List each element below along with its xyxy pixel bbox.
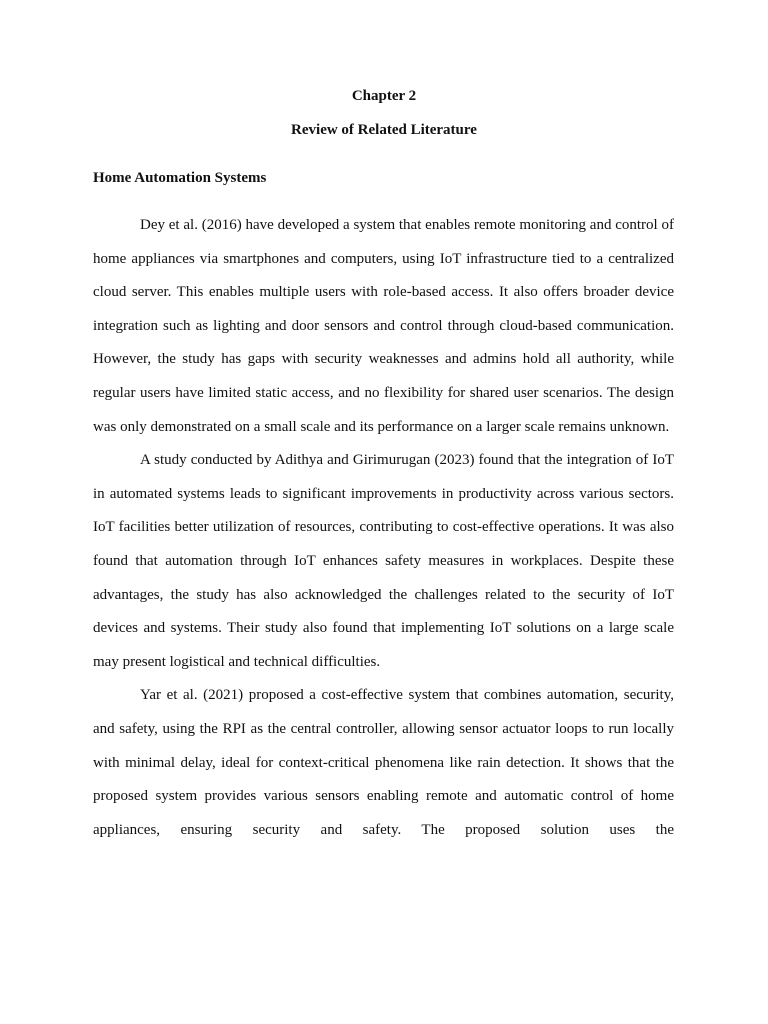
chapter-title: Chapter 2: [351, 88, 417, 104]
chapter-subtitle: Review of Related Literature: [291, 122, 477, 138]
paragraph-dey-2016: Dey et al. (2016) have developed a system that enables remote monitoring and control of home appliances via smartphones and computers, using IoT infrastructure tied to a centralized cloud server. This enables multiple users with role-based access. It also offers broader device integration such as lighting and door sensors and control through cloud-based communication. However, the study has gaps with security weaknesses and admins hold all authority, while regular users have limited static access, and no flexibility for shared user scenarios. The design was only demonstrated on a small scale and its performance on a larger scale remains unknown.: [93, 217, 674, 435]
paragraph-yar-2021: Yar et al. (2021) proposed a cost-effective system that combines automation, security, and safety, using the RPI as the central controller, allowing sensor actuator loops to run locally with minimal delay, ideal for context-critical phenomena like rain detection. It shows that the proposed system provides various sensors enabling remote and automatic control of home appliances, ensuring security and safety. The proposed solution uses the: [93, 687, 674, 838]
paragraph-adithya-2023: A study conducted by Adithya and Girimurugan (2023) found that the integration of IoT in automated systems leads to significant improvements in productivity across various sectors. IoT facilities better utilization of resources, contributing to cost-effective operations. It was also found that automation through IoT enhances safety measures in workplaces. Despite these advantages, the study has also acknowledged the challenges related to the security of IoT devices and systems. Their study also found that implementing IoT solutions on a large scale may present logistical and technical difficulties.: [93, 452, 674, 670]
body-text: [93, 209, 674, 847]
section-heading: Home Automation Systems: [93, 170, 267, 186]
